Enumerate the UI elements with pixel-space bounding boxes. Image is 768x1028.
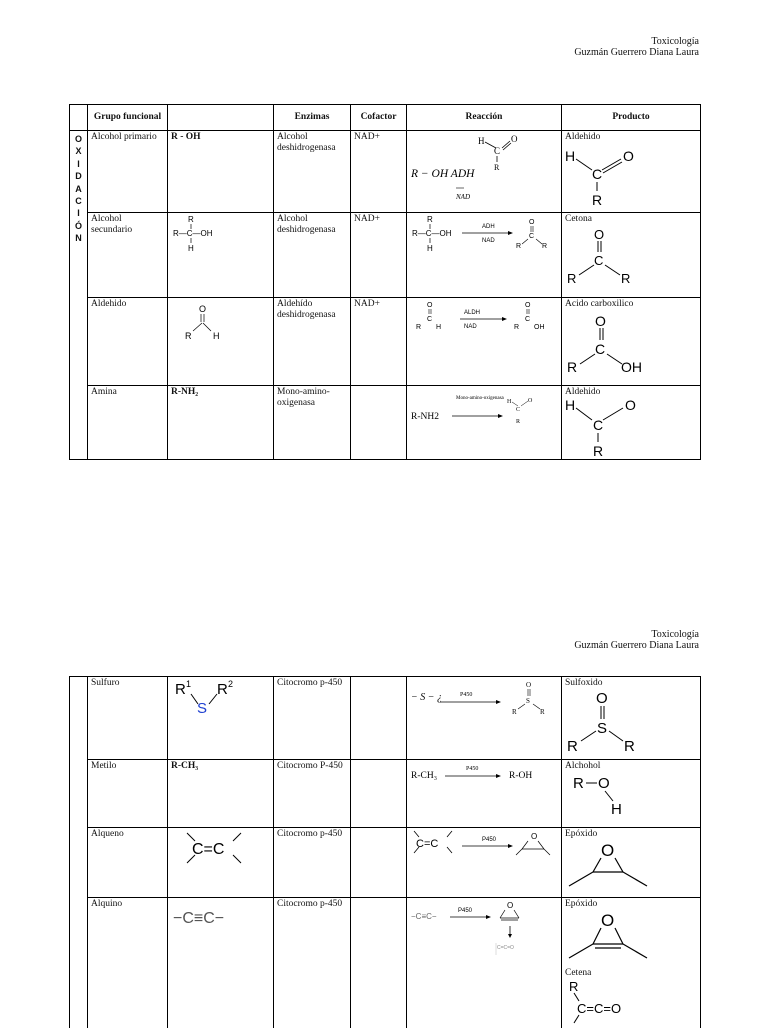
group-cell: Alqueno bbox=[88, 828, 168, 898]
alkene-structure bbox=[179, 829, 259, 869]
product-cell: Aldehido H C O R bbox=[562, 386, 701, 460]
sulfide-structure bbox=[171, 678, 261, 718]
formula-cell: R-CH₃ bbox=[168, 760, 274, 828]
product-cell: Alchohol R O H bbox=[562, 760, 701, 828]
svg-text:R: R bbox=[542, 243, 548, 250]
enzyme-cell: Citocromo p-450 bbox=[274, 898, 351, 1028]
svg-text:O: O bbox=[625, 397, 636, 413]
sulfoxide-structure bbox=[565, 689, 655, 755]
formula-cell bbox=[168, 677, 274, 760]
reaction-cell bbox=[407, 898, 562, 1028]
col-header-enzymes: Enzimas bbox=[274, 105, 351, 131]
group-cell: Alquino bbox=[88, 898, 168, 1028]
svg-text:R: R bbox=[516, 243, 522, 250]
svg-text:R—C—OH: R—C—OH bbox=[173, 229, 213, 238]
formula-cell: R-NH₂ bbox=[168, 386, 274, 460]
page2-header bbox=[574, 629, 699, 651]
svg-text:P450: P450 bbox=[466, 766, 479, 772]
svg-text:O: O bbox=[601, 841, 615, 860]
table-row bbox=[70, 131, 701, 213]
enzyme-cell: Citocromo p-450 bbox=[274, 828, 351, 898]
formula-cell bbox=[168, 298, 274, 386]
svg-text:O: O bbox=[531, 832, 538, 841]
enzyme-cell: Alcohol deshidrogenasa bbox=[274, 213, 351, 298]
svg-text:C=C=O: C=C=O bbox=[577, 1001, 622, 1016]
reaction-amine bbox=[410, 387, 558, 447]
svg-text:OH: OH bbox=[621, 359, 642, 375]
header-author: Guzmán Guerrero Diana Laura bbox=[574, 47, 699, 58]
svg-text:ADH: ADH bbox=[482, 224, 495, 230]
reaction-primary-alcohol bbox=[410, 132, 558, 208]
cofactor-cell bbox=[351, 760, 407, 828]
svg-text:S: S bbox=[526, 697, 530, 705]
svg-text:R: R bbox=[494, 163, 500, 172]
svg-text:R: R bbox=[624, 738, 635, 755]
svg-text:S: S bbox=[197, 700, 208, 717]
svg-text:H: H bbox=[188, 244, 194, 253]
reaction-secondary-alcohol bbox=[410, 214, 558, 256]
svg-text:R: R bbox=[185, 331, 192, 341]
svg-text:C: C bbox=[516, 407, 521, 413]
svg-text:R-NH2: R-NH2 bbox=[411, 412, 439, 422]
cofactor-cell: NAD+ bbox=[351, 298, 407, 386]
enzyme-cell: Citocromo P-450 bbox=[274, 760, 351, 828]
table-row bbox=[70, 760, 701, 828]
svg-text:R: R bbox=[567, 271, 577, 286]
product-cell: Aldehido H C O R bbox=[562, 131, 701, 213]
svg-text:R: R bbox=[621, 271, 631, 286]
svg-text:O: O bbox=[526, 681, 532, 689]
col-header-product: Producto bbox=[562, 105, 701, 131]
table-row bbox=[70, 213, 701, 298]
enzyme-cell: Aldehído deshidrogenasa bbox=[274, 298, 351, 386]
svg-text:R: R bbox=[516, 419, 521, 425]
col-header-cofactor: Cofactor bbox=[351, 105, 407, 131]
product-cell: Cetona O C R R bbox=[562, 213, 701, 298]
reaction-cell bbox=[407, 760, 562, 828]
svg-text:R: R bbox=[416, 324, 422, 331]
product-cell: Acido carboxilico O C R OH bbox=[562, 298, 701, 386]
svg-text:O: O bbox=[623, 148, 634, 164]
svg-text:H: H bbox=[478, 136, 485, 146]
cofactor-cell bbox=[351, 898, 407, 1028]
svg-text:NAD: NAD bbox=[456, 193, 470, 201]
svg-text:R: R bbox=[592, 192, 603, 208]
svg-text:C: C bbox=[595, 341, 606, 357]
svg-text:C=C=O: C=C=O bbox=[497, 945, 514, 951]
enzyme-cell: Citocromo p-450 bbox=[274, 677, 351, 760]
svg-text:R: R bbox=[567, 738, 578, 755]
svg-text:H: H bbox=[565, 397, 576, 413]
svg-text:R: R bbox=[514, 324, 520, 331]
formula-cell bbox=[168, 213, 274, 298]
svg-text:NAD: NAD bbox=[482, 238, 495, 244]
col-header-formula bbox=[168, 105, 274, 131]
svg-text:O: O bbox=[528, 398, 533, 404]
table-row bbox=[70, 677, 701, 760]
svg-text:S: S bbox=[597, 720, 608, 737]
svg-text:R: R bbox=[188, 215, 194, 224]
reaction-cell bbox=[407, 386, 562, 460]
carboxylic-acid-structure bbox=[565, 310, 655, 375]
reaction-cell bbox=[407, 677, 562, 760]
svg-text:H: H bbox=[565, 148, 576, 164]
reaction-cell bbox=[407, 213, 562, 298]
svg-text:P450: P450 bbox=[458, 908, 473, 914]
table-row bbox=[70, 898, 701, 1028]
svg-text:R: R bbox=[512, 708, 517, 716]
product-cell: Epóxido O bbox=[562, 828, 701, 898]
svg-text:R: R bbox=[569, 979, 579, 994]
ketene-structure bbox=[565, 979, 665, 1023]
svg-text:P450: P450 bbox=[482, 837, 497, 843]
ketone-structure bbox=[565, 225, 655, 285]
reaction-aldehyde bbox=[410, 299, 558, 341]
svg-text:H: H bbox=[213, 331, 220, 341]
enzyme-cell: Mono-amino-oxigenasa bbox=[274, 386, 351, 460]
svg-text:H: H bbox=[507, 399, 512, 405]
svg-text:R: R bbox=[573, 775, 584, 792]
svg-text:R − OH ADH: R − OH ADH bbox=[411, 168, 475, 180]
corner-cell bbox=[70, 105, 88, 131]
svg-text:O: O bbox=[427, 302, 433, 309]
svg-text:C: C bbox=[593, 417, 604, 433]
svg-text:O: O bbox=[529, 219, 535, 226]
svg-text:O: O bbox=[525, 302, 531, 309]
group-cell: Metilo bbox=[88, 760, 168, 828]
svg-text:C: C bbox=[594, 253, 604, 268]
table-row bbox=[70, 298, 701, 386]
reaction-cell bbox=[407, 131, 562, 213]
svg-text:O: O bbox=[199, 304, 207, 314]
svg-text:O: O bbox=[595, 313, 606, 329]
header-author: Guzmán Guerrero Diana Laura bbox=[574, 640, 699, 651]
group-cell: Alcohol secundario bbox=[88, 213, 168, 298]
svg-text:R: R bbox=[540, 708, 545, 716]
enzyme-cell: Alcohol deshidrogenasa bbox=[274, 131, 351, 213]
svg-text:−C≡C−: −C≡C− bbox=[411, 912, 437, 921]
secondary-alcohol-structure bbox=[171, 214, 231, 256]
page1-header bbox=[574, 36, 699, 58]
svg-text:O: O bbox=[507, 901, 514, 910]
svg-text:H: H bbox=[611, 801, 622, 818]
col-header-reaction: Reacción bbox=[407, 105, 562, 131]
formula-cell bbox=[168, 828, 274, 898]
reaction-sulfide bbox=[410, 678, 558, 724]
cofactor-cell bbox=[351, 677, 407, 760]
svg-text:1: 1 bbox=[186, 679, 192, 689]
group-cell: Sulfuro bbox=[88, 677, 168, 760]
svg-text:C: C bbox=[494, 146, 501, 156]
svg-text:R: R bbox=[217, 681, 228, 698]
svg-text:NAD: NAD bbox=[464, 324, 477, 330]
aldehyde-structure bbox=[565, 397, 655, 459]
side-cell bbox=[70, 677, 88, 1028]
col-header-group: Grupo funcional bbox=[88, 105, 168, 131]
svg-text:R: R bbox=[427, 215, 433, 224]
svg-text:−C≡C−: −C≡C− bbox=[173, 910, 225, 927]
svg-text:2: 2 bbox=[228, 679, 234, 689]
reaction-cell bbox=[407, 298, 562, 386]
group-cell: Alcohol primario bbox=[88, 131, 168, 213]
svg-text:R-CH₃: R-CH₃ bbox=[411, 771, 438, 781]
svg-text:C=C: C=C bbox=[192, 841, 225, 858]
reaction-methyl bbox=[410, 761, 558, 791]
product-cell: Epóxido O Cetena R C=C=O bbox=[562, 898, 701, 1028]
aldehyde-group-structure bbox=[177, 303, 237, 347]
reaction-alkyne bbox=[410, 899, 558, 979]
svg-text:O: O bbox=[596, 690, 608, 707]
oxidation-table-continued bbox=[69, 676, 701, 1028]
alkyne-structure bbox=[171, 903, 267, 933]
svg-text:O: O bbox=[601, 911, 615, 930]
svg-text:H: H bbox=[436, 324, 442, 331]
cofactor-cell bbox=[351, 828, 407, 898]
table-row bbox=[70, 828, 701, 898]
svg-text:Mono-amino-oxigenasa: Mono-amino-oxigenasa bbox=[456, 396, 504, 401]
product-cell: Sulfoxido O S R R bbox=[562, 677, 701, 760]
svg-text:C: C bbox=[525, 316, 531, 323]
svg-text:O: O bbox=[594, 227, 605, 242]
svg-text:R: R bbox=[175, 681, 186, 698]
table-header-row bbox=[70, 105, 701, 131]
svg-text:C=C: C=C bbox=[416, 838, 439, 850]
formula-cell: R - OH bbox=[168, 131, 274, 213]
header-subject: Toxicología bbox=[651, 36, 699, 47]
svg-text:R—C—OH: R—C—OH bbox=[412, 229, 452, 238]
alcohol-structure bbox=[565, 772, 655, 818]
svg-text:O: O bbox=[598, 775, 610, 792]
cofactor-cell: NAD+ bbox=[351, 131, 407, 213]
reaction-alkene bbox=[410, 829, 558, 869]
formula-cell bbox=[168, 898, 274, 1028]
reaction-cell bbox=[407, 828, 562, 898]
svg-text:C: C bbox=[592, 166, 603, 182]
header-subject: Toxicología bbox=[651, 629, 699, 640]
aldehyde-structure bbox=[565, 143, 655, 208]
side-label-oxidacion: O X I D A C I Ó N bbox=[70, 131, 88, 460]
svg-text:R-OH: R-OH bbox=[509, 771, 533, 781]
svg-text:O: O bbox=[511, 134, 518, 144]
svg-text:C: C bbox=[529, 233, 535, 240]
group-cell: Aldehido bbox=[88, 298, 168, 386]
group-cell: Amina bbox=[88, 386, 168, 460]
svg-text:R: R bbox=[593, 443, 604, 459]
svg-text:R: R bbox=[567, 359, 578, 375]
oxidation-table bbox=[69, 104, 701, 460]
epoxide-structure bbox=[565, 840, 665, 888]
svg-text:C: C bbox=[427, 316, 433, 323]
epoxide-unsaturated-structure bbox=[565, 910, 665, 968]
svg-text:P450: P450 bbox=[460, 692, 473, 698]
svg-text:OH: OH bbox=[534, 324, 545, 331]
table-row bbox=[70, 386, 701, 460]
svg-text:H: H bbox=[427, 244, 433, 253]
svg-text:− S − ¿: − S − ¿ bbox=[411, 692, 442, 703]
svg-text:ALDH: ALDH bbox=[464, 310, 481, 316]
cofactor-cell bbox=[351, 386, 407, 460]
cofactor-cell: NAD+ bbox=[351, 213, 407, 298]
